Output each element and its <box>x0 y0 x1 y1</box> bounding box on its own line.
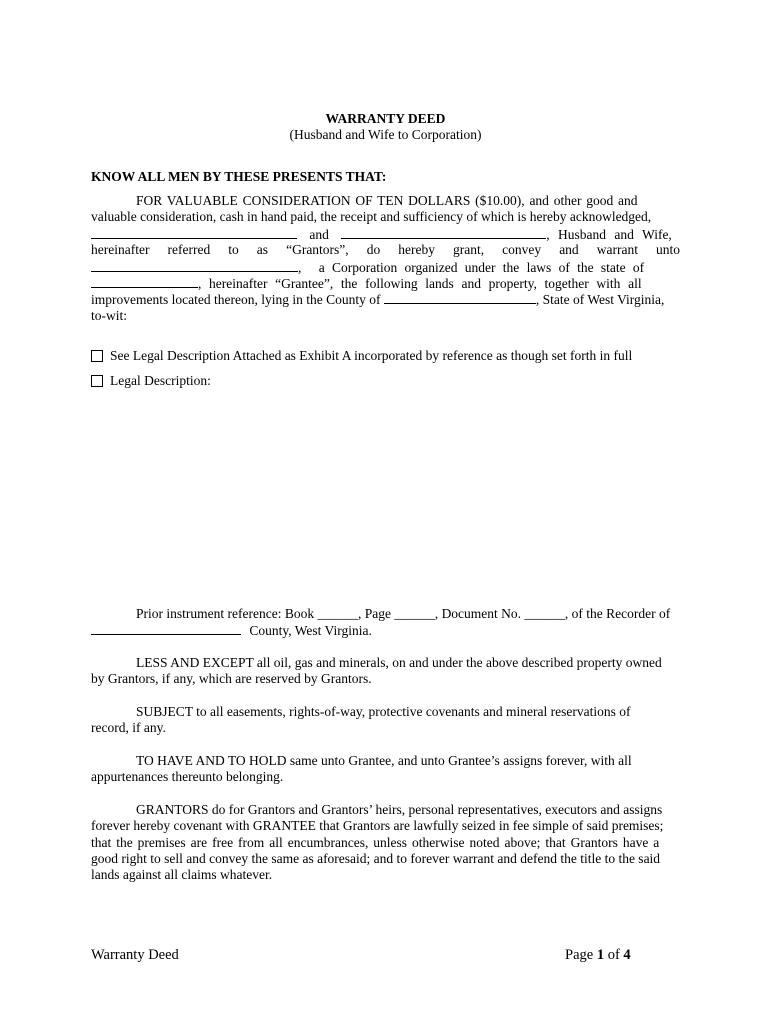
word: grant, <box>453 242 485 257</box>
intro-line-3 <box>91 226 680 243</box>
page-number <box>565 947 631 964</box>
document-title: WARRANTY DEED <box>325 111 446 126</box>
recorder-county-blank[interactable] <box>91 622 241 635</box>
grantee-text: , hereinafter “Grantee”, the following lands and property, together with all <box>198 276 642 291</box>
county-prefix: improvements located thereon, lying in the County of <box>91 292 381 307</box>
prior-line-2 <box>91 622 680 639</box>
grantors-5: lands against all claims whatever. <box>91 867 273 882</box>
county-wv-text: County, West Virginia. <box>249 623 372 638</box>
word: to <box>228 242 239 257</box>
grantee-name-blank[interactable] <box>91 259 298 272</box>
intro-line-1 <box>91 193 680 209</box>
word: hereinafter <box>91 242 150 257</box>
county-blank[interactable] <box>384 291 536 304</box>
grantor-1-blank[interactable] <box>91 226 297 239</box>
intro-heading: KNOW ALL MEN BY THESE PRESENTS THAT: <box>91 169 387 184</box>
husband-wife-text: , Husband and Wife, <box>546 227 672 242</box>
word: do <box>366 242 381 257</box>
page-label: Page <box>565 947 594 963</box>
less-except-2: by Grantors, if any, which are reserved by Grantors. <box>91 671 372 686</box>
word: and <box>559 242 579 257</box>
legal-description-label: Legal Description: <box>110 373 211 388</box>
word: warrant <box>596 242 638 257</box>
and-text: and <box>309 227 329 242</box>
corporation-text: a Corporation organized under the laws of the state of <box>318 260 645 275</box>
exhibit-checkbox[interactable] <box>91 350 103 362</box>
subject-1: SUBJECT to all easements, rights-of-way, protective covenants and mineral reservations of <box>136 704 631 719</box>
habendum-1: TO HAVE AND TO HOLD same unto Grantee, and unto Grantee’s assigns forever, with all <box>136 753 632 768</box>
page-of: of <box>607 947 620 963</box>
comma: , <box>298 260 302 275</box>
intro-line-8: to-wit: <box>91 308 127 323</box>
grantors-2: forever hereby covenant with GRANTEE that Grantors are lawfully seized in fee simple of said premises; <box>91 818 664 833</box>
grantor-2-blank[interactable] <box>341 226 546 239</box>
word: as <box>256 242 269 257</box>
intro-line-2: valuable consideration, cash in hand paid, the receipt and sufficiency of which is hereby acknowledged, <box>91 209 652 224</box>
word: referred <box>167 242 211 257</box>
footer-title: Warranty Deed <box>91 947 179 963</box>
exhibit-option <box>91 348 680 364</box>
state-text: , State of West Virginia, <box>535 292 665 307</box>
page-total: 4 <box>623 947 631 963</box>
document-subtitle: (Husband and Wife to Corporation) <box>289 127 482 142</box>
word: convey <box>502 242 542 257</box>
exhibit-label: See Legal Description Attached as Exhibit A incorporated by reference as though set forth in full <box>110 348 633 363</box>
word: “Grantors”, <box>286 242 349 257</box>
habendum-2: appurtenances thereunto belonging. <box>91 769 284 784</box>
intro-line-1-text: FOR VALUABLE CONSIDERATION OF TEN DOLLARS ($10.00), and other good and <box>136 193 638 208</box>
page-current: 1 <box>596 947 605 963</box>
grantors-4: good right to sell and convey the same as aforesaid; and to forever warrant and defend the title to the said <box>91 851 661 866</box>
grantors-3: that the premises are free from all encumbrances, unless otherwise noted above; that Grantors have a <box>91 835 660 850</box>
intro-line-6 <box>91 275 680 292</box>
word: hereby <box>398 242 435 257</box>
intro-line-7 <box>91 291 680 308</box>
grantors-1: GRANTORS do for Grantors and Grantors’ heirs, personal representatives, executors and assigns <box>136 802 663 817</box>
state-blank[interactable] <box>91 275 198 288</box>
legal-option <box>91 373 680 389</box>
intro-line-4 <box>91 242 680 258</box>
prior-line-1: Prior instrument reference: Book ______, Page ______, Document No. ______, of the Recorder of <box>136 606 671 621</box>
intro-line-5 <box>91 259 680 276</box>
subject-2: record, if any. <box>91 720 166 735</box>
legal-description-checkbox[interactable] <box>91 375 103 387</box>
word: unto <box>655 242 680 257</box>
less-except-1: LESS AND EXCEPT all oil, gas and minerals, on and under the above described property owned <box>136 655 662 670</box>
